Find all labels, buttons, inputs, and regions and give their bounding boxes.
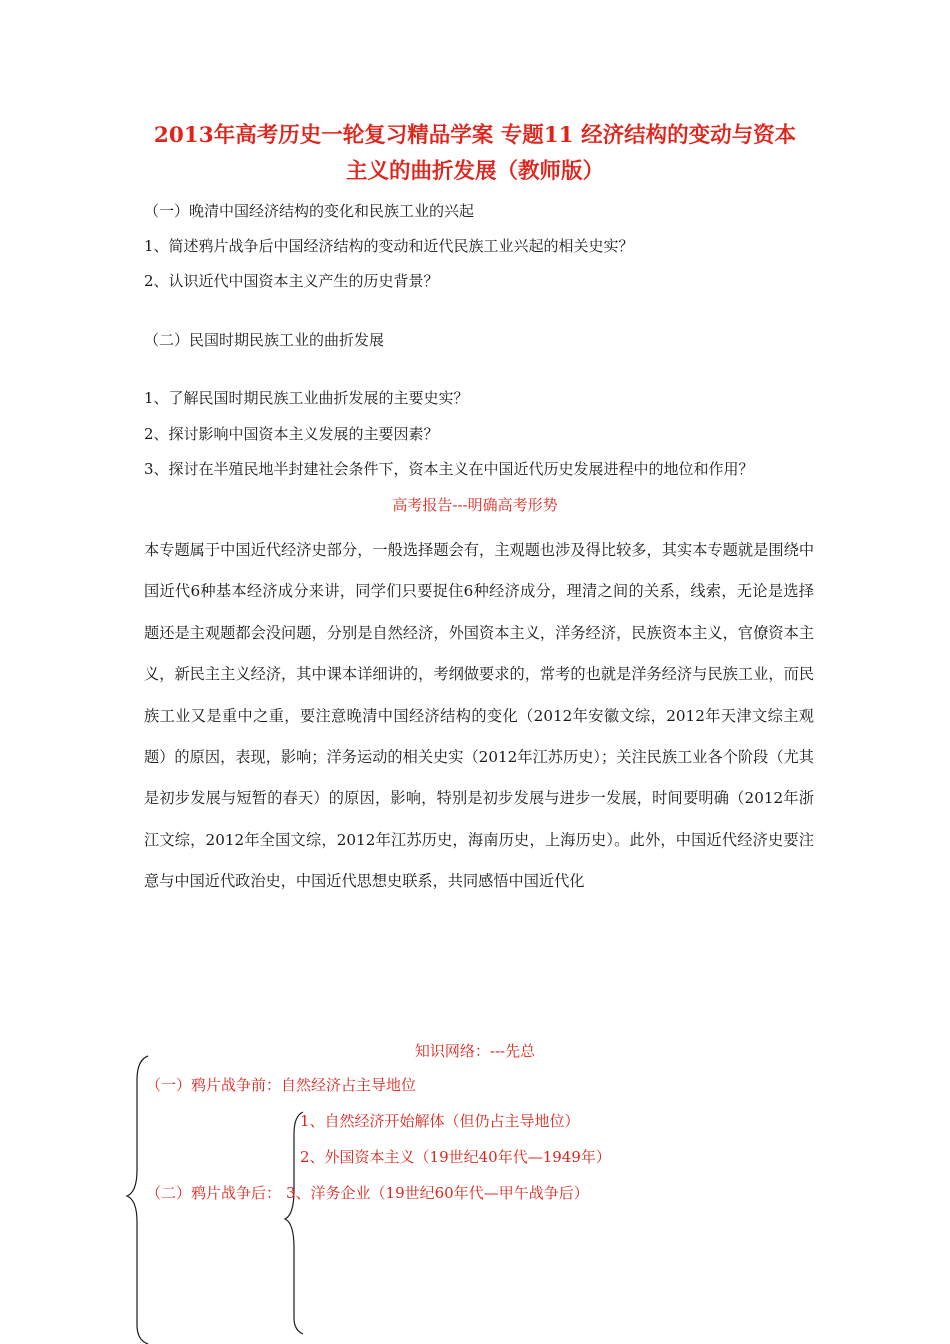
section2-item-1: 1、了解民国时期民族工业曲折发展的主要史实？ <box>144 389 469 407</box>
section2-heading: （二）民国时期民族工业的曲折发展 <box>144 331 385 349</box>
network-before-war: （一）鸦片战争前：自然经济占主导地位 <box>146 1076 417 1094</box>
report-body: 本专题属于中国近代经济史部分，一般选择题会有，主观题也涉及得比较多，其实本专题就是围绕中国近代6种基本经济成分来讲，同学们只要捉住6种经济成分，理清之间的关系，线索，无论是选择题还是主观题都会没问题，分别是自然经济，外国资本主义，洋务经济，民族资本主义，官僚资本主义，新民主主义经济，其中课本详细讲的，考纲做要求的，常考的也就是洋务经济与民族工业，而民族工业又是重中之重，要注意晚清中国经济结构的变化（2012年安徽文综，2012年天津文综主观题）的原因，表现，影响；洋务运动的相关史实（2012年江苏历史）；关注民族工业各个阶段（尤其是初步发展与短暂的春天）的原因，影响，特别是初步发展与进步一发展，时间要明确（2012年浙江文综，2012年全国文综，2012年江苏历史，海南历史，上海历史）。此外，中国近代经济史要注意与中国近代政治史，中国近代思想史联系，共同感悟中国近代化 <box>144 541 814 891</box>
title-line-1: 2013年高考历史一轮复习精品学案 专题11 经济结构的变动与资本 <box>153 123 797 148</box>
section1-item-2: 2、认识近代中国资本主义产生的历史背景？ <box>144 272 439 290</box>
network-after-item-2: 2、外国资本主义（19世纪40年代—1949年） <box>300 1148 611 1166</box>
section2-item-3: 3、探讨在半殖民地半封建社会条件下，资本主义在中国近代历史发展进程中的地位和作用？ <box>144 460 754 478</box>
network-after-war-label: （二）鸦片战争后： <box>146 1184 282 1202</box>
section1-item-1: 1、简述鸦片战争后中国经济结构的变动和近代民族工业兴起的相关史实？ <box>144 237 634 255</box>
inner-brace <box>285 1112 303 1334</box>
report-heading: 高考报告---明确高考形势 <box>392 496 558 514</box>
network-after-item-1: 1、自然经济开始解体（但仍占主导地位） <box>300 1112 580 1130</box>
network-heading: 知识网络：---先总 <box>414 1042 536 1060</box>
section2-item-2: 2、探讨影响中国资本主义发展的主要因素？ <box>144 425 439 443</box>
section1-heading: （一）晚清中国经济结构的变化和民族工业的兴起 <box>144 202 475 220</box>
title-line-2: 主义的曲折发展（教师版） <box>345 159 604 184</box>
outer-brace <box>127 1056 148 1344</box>
network-after-item-3: 3、洋务企业（19世纪60年代—甲午战争后） <box>286 1184 589 1202</box>
